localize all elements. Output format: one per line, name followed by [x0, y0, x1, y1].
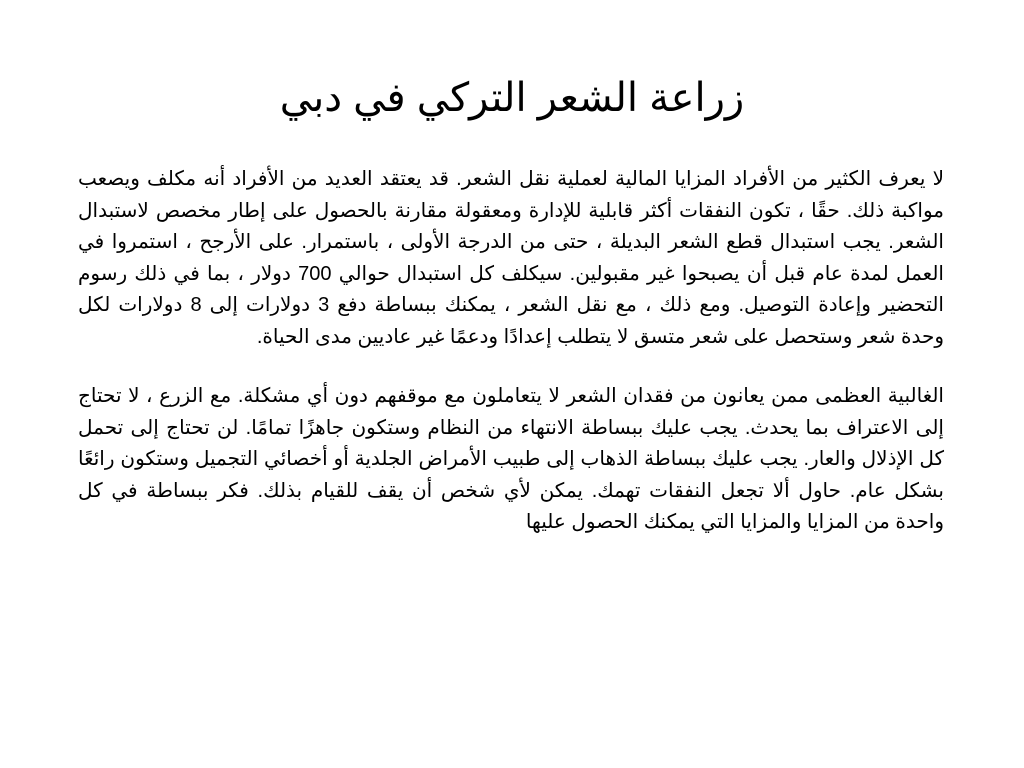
paragraph-confidence: الغالبية العظمى ممن يعانون من فقدان الشعر لا يتعاملون مع موقفهم دون أي مشكلة. مع الزرع ، لا تحتاج إلى الاعتراف بما يحدث. يجب عليك ببساطة الانتهاء من النظام وستكون جاهزًا تمامًا. لن تحتاج إلى تحمل كل الإذلال والعار. يجب عليك ببساطة الذهاب إلى طبيب الأمراض الجلدية أو أخصائي التجميل وستكون رائعًا بشكل عام. حاول ألا تجعل النفقات تهمك. يمكن لأي شخص أن يقف للقيام بذلك. فكر ببساطة في كل واحدة من المزايا والمزايا التي يمكنك الحصول عليها: [78, 385, 944, 533]
paragraph-cost: لا يعرف الكثير من الأفراد المزايا المالية لعملية نقل الشعر. قد يعتقد العديد من الأفراد أنه مكلف ويصعب مواكبة ذلك. حقًا ، تكون النفقات أكثر قابلية للإدارة ومعقولة مقارنة بالحصول على إطار مخصص لاستبدال الشعر. يجب استبدال قطع الشعر البديلة ، حتى من الدرجة الأولى ، باستمرار. على الأرجح ، استمروا في العمل لمدة عام قبل أن يصبحوا غير مقبولين. سيكلف كل استبدال حوالي 700 دولار ، بما في ذلك رسوم التحضير وإعادة التوصيل. ومع ذلك ، مع نقل الشعر ، يمكنك ببساطة دفع 3 دولارات إلى 8 دولارات لكل وحدة شعر وستحصل على شعر متسق لا يتطلب إعدادًا ودعمًا غير عاديين مدى الحياة.: [78, 168, 944, 348]
slide-title: زراعة الشعر التركي في دبي: [279, 76, 745, 120]
slide-body: [78, 164, 944, 567]
